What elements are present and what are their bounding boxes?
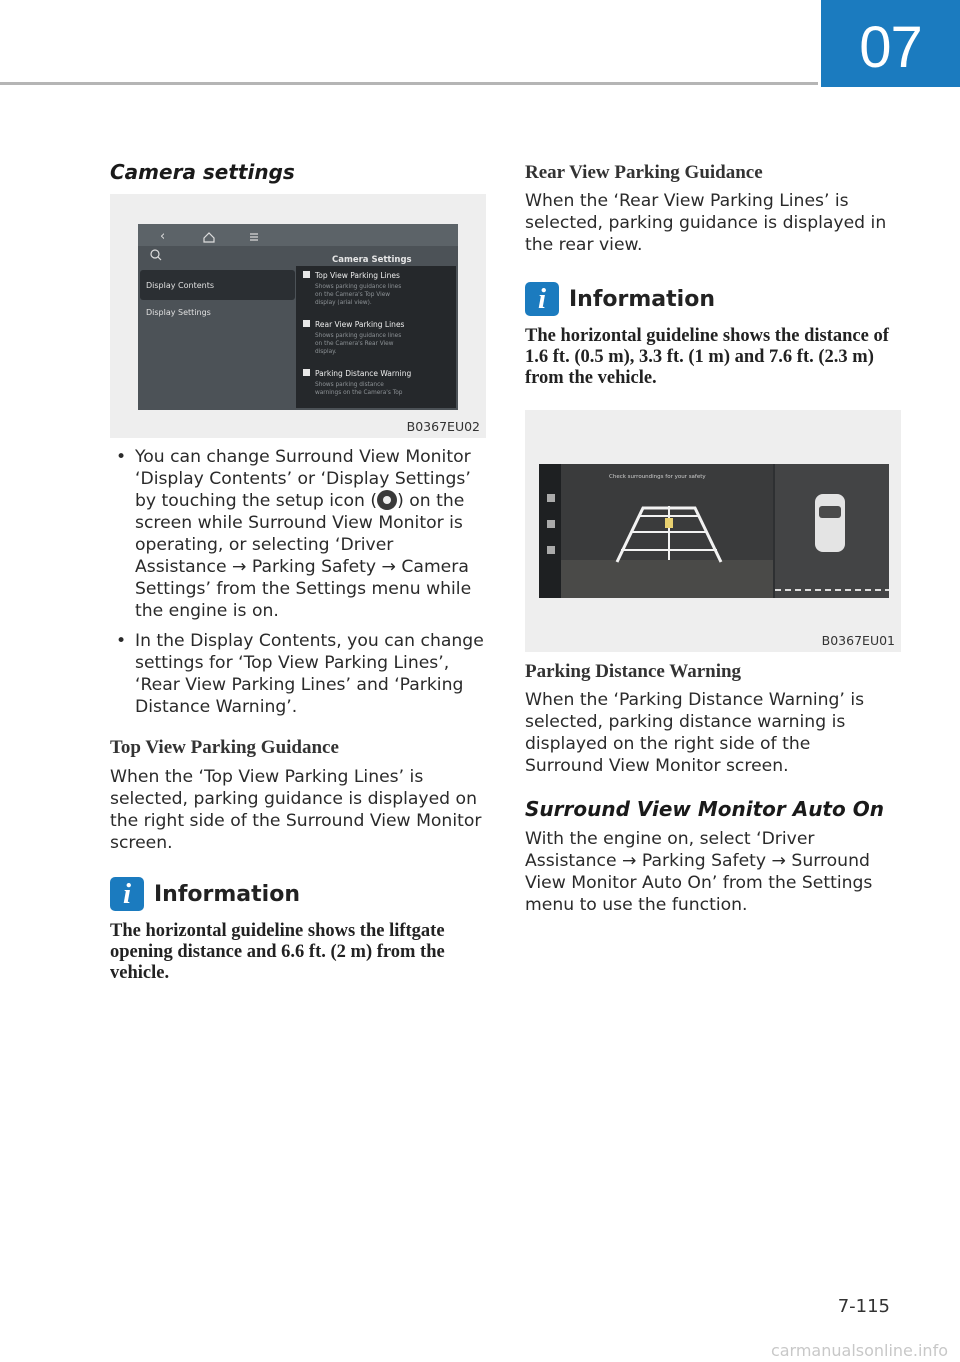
screen-option-label: Parking Distance Warning [315, 369, 412, 378]
watermark: carmanualsonline.info [770, 1341, 948, 1360]
section-heading-camera-settings: Camera settings [110, 160, 295, 184]
subheading-parking-distance: Parking Distance Warning [525, 661, 742, 682]
screen-option-desc: display. [315, 349, 337, 355]
screen-option-desc: display (arial view). [315, 300, 372, 306]
chapter-tab: 07 [821, 0, 960, 87]
info-header: i Information [110, 877, 300, 911]
paragraph: When the ‘Parking Distance Warning’ is selected, parking distance warning is displayed on the right side of the Surround View Monitor screen. [525, 690, 865, 776]
page-number: 7-115 [837, 1296, 890, 1317]
subheading-rear-view: Rear View Parking Guidance [525, 162, 763, 183]
back-icon: ‹ [160, 229, 166, 244]
info-text: The horizontal guideline shows the liftgate opening distance and 6.6 ft. (2 m) from the vehicle. [110, 921, 445, 983]
info-icon: i [110, 877, 144, 911]
paragraph: With the engine on, select ‘Driver Assistance → Parking Safety → Surround View Monitor Auto On’ from the Settings menu to use the function. [525, 829, 873, 915]
bullet-item: • You can change Surround View Monitor ‘Display Contents’ or ‘Display Settings’ by touching the setup icon ( ) on the screen while Surround View Monitor is operating, or selecting ‘Driver Assistance → Parking Safety → Camera Settings’ from the Settings menu while the engine is on. [110, 446, 488, 622]
screen-option-desc: Shows parking guidance lines [315, 284, 402, 290]
bullet-item: • In the Display Contents, you can change settings for ‘Top View Parking Lines’, ‘Rear View Parking Lines’ and ‘Parking Distance Warning’. [110, 630, 488, 718]
subheading-top-view: Top View Parking Guidance [110, 737, 339, 758]
figure-code: B0367EU02 [406, 419, 480, 434]
figure-camera-settings [110, 194, 486, 438]
screen-option-label: Top View Parking Lines [315, 271, 400, 280]
screen-option-label: Rear View Parking Lines [315, 320, 405, 329]
screen-option-desc: Shows parking guidance lines [315, 333, 402, 339]
paragraph: When the ‘Top View Parking Lines’ is selected, parking guidance is displayed on the right side of the Surround View Monitor screen. [110, 767, 482, 853]
header-rule [0, 82, 818, 85]
bullet-list [110, 446, 488, 726]
info-icon: i [525, 282, 559, 316]
screen-option-desc: on the Camera's Top View [315, 292, 391, 298]
camera-settings-screen [110, 194, 486, 438]
screen-title: Camera Settings [332, 255, 412, 265]
screen-menu-item: Display Contents [146, 281, 215, 290]
info-header: i Information [525, 282, 715, 316]
figure-code: B0367EU01 [821, 633, 895, 648]
paragraph: When the ‘Rear View Parking Lines’ is selected, parking guidance is displayed in the rear view. [525, 191, 887, 255]
info-text: The horizontal guideline shows the distance of 1.6 ft. (0.5 m), 3.3 ft. (1 m) and 7.6 ft. (2.3 m) from the vehicle. [525, 326, 889, 388]
screen-option-desc: on the Camera's Rear View [315, 341, 394, 347]
checkbox-icon [303, 320, 310, 327]
screen-menu-item: Display Settings [146, 308, 211, 317]
side-icon [547, 494, 555, 502]
side-icon [547, 546, 555, 554]
gear-icon [377, 490, 397, 510]
car-icon [815, 494, 845, 552]
section-heading-auto-on: Surround View Monitor Auto On [525, 797, 884, 821]
screen-option-desc: warnings on the Camera's Top [315, 390, 403, 396]
checkbox-icon [303, 271, 310, 278]
screen-banner: Check surroundings for your safety [609, 474, 706, 480]
side-icon [547, 520, 555, 528]
rear-view-screen [525, 410, 901, 652]
screen-option-desc: Shows parking distance [315, 382, 384, 388]
checkbox-icon [303, 369, 310, 376]
figure-rear-view [525, 410, 901, 652]
